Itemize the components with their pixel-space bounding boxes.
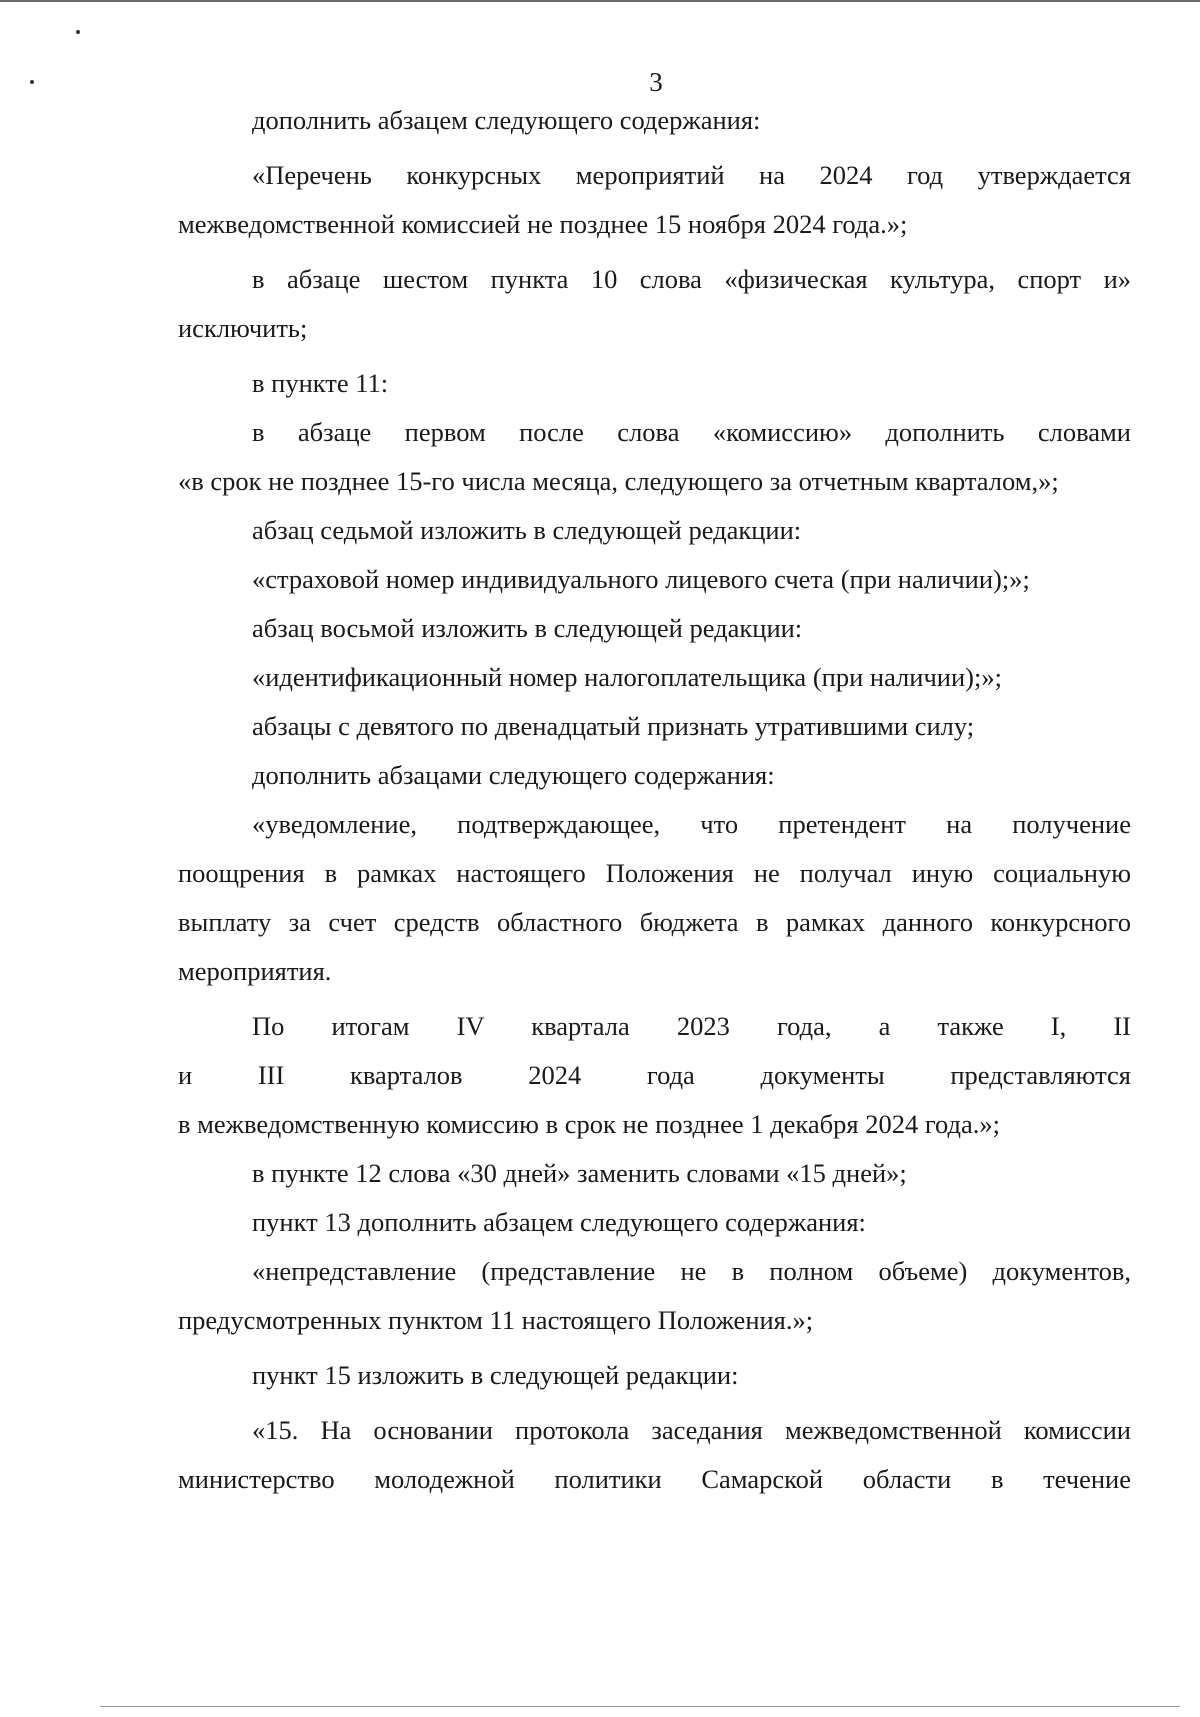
text-line: в абзаце шестом пункта 10 слова «физическая культура, спорт и» [252, 264, 1131, 294]
text-line: в межведомственную комиссию в срок не позднее 1 декабря 2024 года.»; [178, 1109, 1001, 1139]
text-line: «в срок не позднее 15-го числа месяца, следующего за отчетным кварталом,»; [178, 466, 1059, 496]
text-line: абзац восьмой изложить в следующей редакции: [252, 613, 803, 643]
text-line: и III кварталов 2024 года документы представляются [178, 1060, 1131, 1090]
text-line: пункт 15 изложить в следующей редакции: [252, 1360, 739, 1390]
text-line: в пункте 11: [252, 368, 389, 398]
text-line: дополнить абзацами следующего содержания: [252, 760, 775, 790]
text-line: предусмотренных пунктом 11 настоящего Положения.»; [178, 1305, 814, 1335]
scan-top-edge [0, 0, 1200, 2]
scan-bottom-edge [100, 1706, 1180, 1707]
text-line: дополнить абзацем следующего содержания: [252, 105, 761, 135]
document-body [178, 96, 1131, 1504]
text-line: министерство молодежной политики Самарской области в течение [178, 1464, 1131, 1494]
text-line: в абзаце первом после слова «комиссию» дополнить словами [252, 417, 1131, 447]
text-line: «15. На основании протокола заседания межведомственной комиссии [252, 1415, 1131, 1445]
text-line: «Перечень конкурсных мероприятий на 2024 год утверждается [252, 160, 1131, 190]
text-line: мероприятия. [178, 956, 332, 986]
text-line: исключить; [178, 313, 308, 343]
text-line: абзацы с девятого по двенадцатый признать утратившими силу; [252, 711, 975, 741]
text-line: «идентификационный номер налогоплательщика (при наличии);»; [252, 662, 1002, 692]
scan-speck [76, 30, 80, 34]
text-line: По итогам IV квартала 2023 года, а также I, II [252, 1011, 1131, 1041]
text-line: поощрения в рамках настоящего Положения не получал иную социальную [178, 858, 1131, 888]
text-line: выплату за счет средств областного бюджета в рамках данного конкурсного [178, 907, 1131, 937]
text-line: «страховой номер индивидуального лицевого счета (при наличии);»; [252, 564, 1030, 594]
text-line: межведомственной комиссией не позднее 15 ноября 2024 года.»; [178, 209, 908, 239]
text-line: абзац седьмой изложить в следующей редакции: [252, 515, 802, 545]
text-line: пункт 13 дополнить абзацем следующего содержания: [252, 1207, 866, 1237]
text-line: «непредставление (представление не в полном объеме) документов, [252, 1256, 1131, 1286]
page-number: 3 [649, 67, 663, 97]
text-line: в пункте 12 слова «30 дней» заменить словами «15 дней»; [252, 1158, 907, 1188]
text-line: «уведомление, подтверждающее, что претендент на получение [252, 809, 1131, 839]
